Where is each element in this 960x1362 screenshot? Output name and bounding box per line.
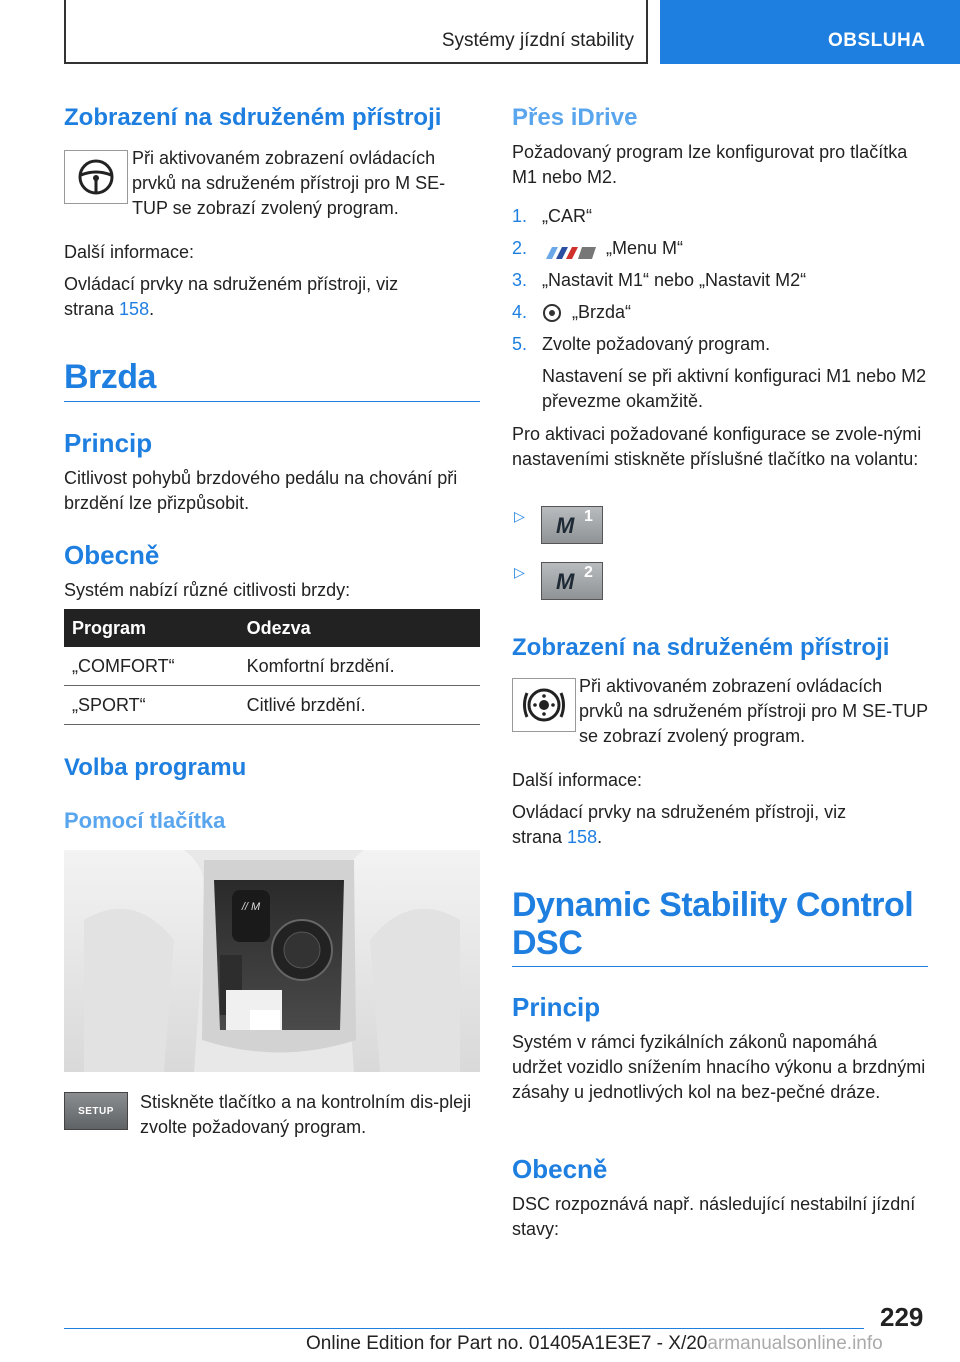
step-note: Nastavení se při aktivní konfiguraci M1 nebo M2 převezme okamžitě. xyxy=(542,366,927,411)
table-header: Odezva xyxy=(239,609,480,647)
display-description: Při aktivovaném zobrazení ovládacích prvků na sdruženém přístroji pro M SE-TUP se zobrazí zvolený program. xyxy=(132,148,446,218)
obecne-text: Systém nabízí různé citlivosti brzdy: xyxy=(64,580,351,600)
display-description-2: Při aktivovaném zobrazení ovládacích prvků na sdruženém přístroji pro M SE-TUP se zobrazí zvolený program. xyxy=(579,676,928,746)
list-item: 2. „Menu M“ xyxy=(512,238,684,258)
edition-text: Online Edition for Part no. 01405A1E3E7 - X/20 xyxy=(306,1333,708,1354)
section-title-volba: Volba programu xyxy=(64,754,247,781)
table-cell: „COMFORT“ xyxy=(64,647,239,686)
idrive-intro: Požadovaný program lze konfigurovat pro tlačítka M1 nebo M2. xyxy=(512,142,908,187)
section-title-display: Zobrazení na sdruženém přístroji xyxy=(64,104,442,131)
chapter-heading-dsc: Dynamic Stability Control DSC xyxy=(512,886,914,962)
bullet-marker: ▷ xyxy=(514,508,525,524)
program-table xyxy=(64,609,480,725)
list-item: 5. Zvolte požadovaný program. Nastavení se při aktivní konfiguraci M1 nebo M2 převezme okamžitě. xyxy=(512,332,928,414)
more-info-label-2: Další informace: xyxy=(512,770,643,790)
section-title-obecne-2: Obecně xyxy=(512,1154,608,1184)
svg-text:// M: // M xyxy=(241,901,261,913)
m-menu-icon xyxy=(542,242,596,256)
more-info-label: Další informace: xyxy=(64,242,195,262)
chapter-heading-brzda: Brzda xyxy=(64,358,156,396)
heading-rule xyxy=(64,401,480,402)
subsection-title-pomoci: Pomocí tlačítka xyxy=(64,808,226,833)
idrive-steps xyxy=(512,204,928,414)
setup-button-image xyxy=(64,1092,128,1130)
steering-wheel-icon xyxy=(64,150,128,204)
table-cell: Komfortní brzdění. xyxy=(239,647,480,686)
setup-label: SETUP xyxy=(78,1105,114,1117)
section-title-princip: Princip xyxy=(64,428,153,458)
brake-disc-small-icon xyxy=(542,303,562,323)
table-header: Program xyxy=(64,609,239,647)
bullet-marker: ▷ xyxy=(514,564,525,580)
table-cell: Citlivé brzdění. xyxy=(239,686,480,725)
obecne-text-2: DSC rozpoznává např. následující nestabilní jízdní stavy: xyxy=(512,1194,916,1239)
watermark: armanualsonline.info xyxy=(707,1333,883,1354)
page-link[interactable]: 158 xyxy=(567,827,598,847)
subsection-title-idrive: Přes iDrive xyxy=(512,104,638,131)
center-console-photo xyxy=(64,850,480,1072)
header-box xyxy=(64,0,648,64)
reference-paragraph-2: Ovládací prvky na sdruženém přístroji, viz strana 158. xyxy=(512,802,847,847)
section-title-display-2: Zobrazení na sdruženém přístroji xyxy=(512,634,890,661)
m1-button-image: M 1 xyxy=(541,506,603,544)
page-link[interactable]: 158 xyxy=(119,299,150,319)
activate-text: Pro aktivaci požadované konfigurace se zvole-nými nastaveními stiskněte příslušné tlačítko na volantu: xyxy=(512,424,922,469)
reference-text: Ovládací prvky na sdruženém přístroji, viz strana xyxy=(64,274,399,319)
reference-paragraph: Ovládací prvky na sdruženém přístroji, viz strana 158. xyxy=(64,274,399,319)
table-row xyxy=(64,686,480,725)
brake-disc-icon xyxy=(512,678,576,732)
list-item: 4. „Brzda“ xyxy=(512,302,632,322)
section-title-princip-2: Princip xyxy=(512,992,601,1022)
setup-instructions: Stiskněte tlačítko a na kontrolním dis-pleji zvolte požadovaný program. xyxy=(140,1092,472,1137)
table-cell: „SPORT“ xyxy=(64,686,239,725)
list-item: 1. „CAR“ xyxy=(512,206,592,226)
m2-button-image: M 2 xyxy=(541,562,603,600)
chapter-title: Systémy jízdní stability xyxy=(441,30,634,51)
edition-line xyxy=(306,1333,883,1355)
princip-text: Citlivost pohybů brzdového pedálu na chování při brzdění lze přizpůsobit. xyxy=(64,468,458,513)
section-title-obecne: Obecně xyxy=(64,540,160,570)
heading-rule xyxy=(512,966,928,967)
table-row xyxy=(64,647,480,686)
footer-rule xyxy=(64,1328,864,1329)
reference-text: Ovládací prvky na sdruženém přístroji, viz strana xyxy=(512,802,847,847)
page-number: 229 xyxy=(880,1302,924,1332)
princip-text-2: Systém v rámci fyzikálních zákonů napomáhá udržet vozidlo snížením hnacího výkonu a brzdnými zásahy u jednotlivých kol na bez-pečné dráze. xyxy=(512,1032,926,1102)
list-item: 3. „Nastavit M1“ nebo „Nastavit M2“ xyxy=(512,270,807,290)
section-tab[interactable]: OBSLUHA xyxy=(660,0,960,64)
